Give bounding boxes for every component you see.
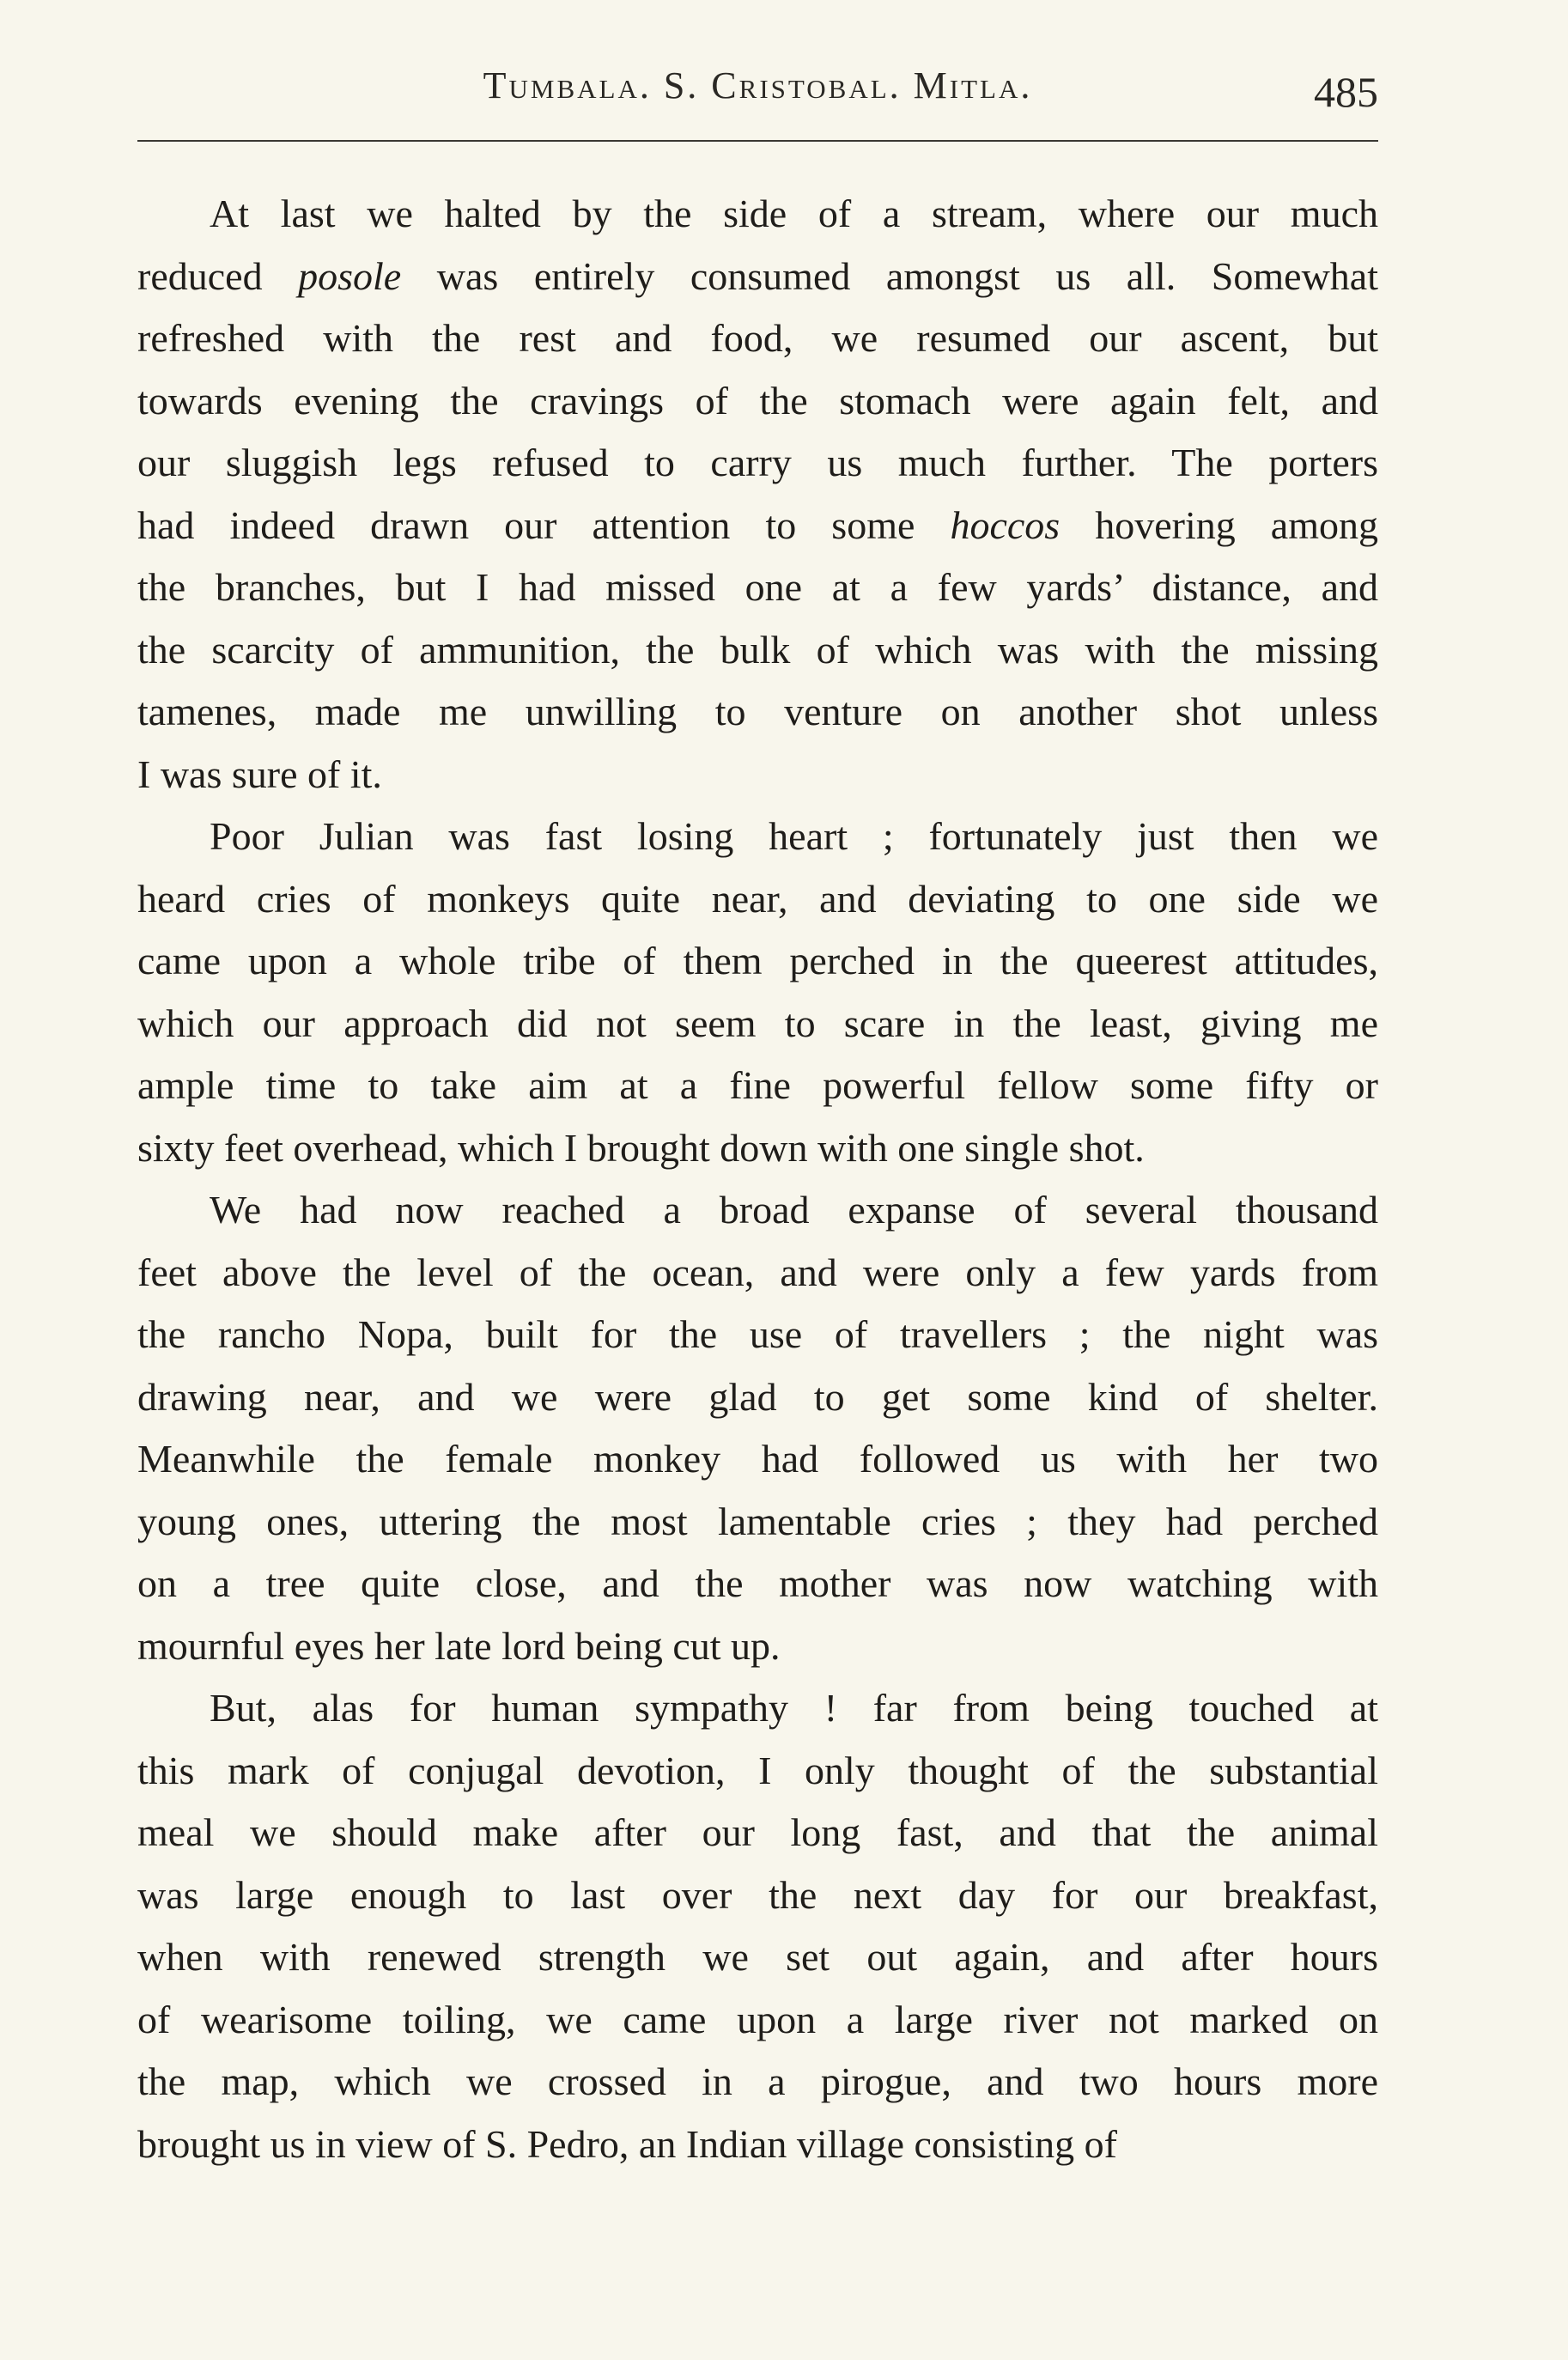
italic-term: posole: [298, 253, 402, 298]
text-line: brought us in view of S. Pedro, an Indian village consisting of: [137, 2121, 1117, 2166]
text-line: [137, 246, 1378, 308]
text-line: feet above the level of the ocean, and were only a few yards from: [137, 1250, 1378, 1294]
text-line: on a tree quite close, and the mother was now watching with: [137, 1561, 1378, 1605]
text-line: the scarcity of ammunition, the bulk of which was with the missing: [137, 627, 1378, 672]
text-line: our sluggish legs refused to carry us much further. The porters: [137, 441, 1378, 484]
text-line: came upon a whole tribe of them perched in the queerest attitudes,: [137, 939, 1378, 982]
text-line: young ones, uttering the most lamentable cries ; they had perched: [137, 1499, 1378, 1543]
text-line: this mark of conjugal devotion, I only thought of the substantial: [137, 1748, 1378, 1792]
text-line: the branches, but I had missed one at a few yards’ distance, and: [137, 565, 1378, 609]
text-line: We had now reached a broad expanse of several thousand: [210, 1188, 1378, 1232]
italic-term: hoccos: [950, 502, 1061, 547]
text-line: tamenes, made me unwilling to venture on another shot unless: [137, 690, 1378, 733]
line-text: had indeed drawn our attention to some: [137, 502, 951, 547]
text-line: drawing near, and we were glad to get some kind of shelter.: [137, 1374, 1378, 1419]
text-line: the rancho Nopa, built for the use of travellers ; the night was: [137, 1312, 1378, 1356]
text-line: [137, 495, 1378, 557]
text-line: But, alas for human sympathy ! far from being touched at: [210, 1686, 1378, 1730]
text-line: refreshed with the rest and food, we resumed our ascent, but: [137, 316, 1378, 360]
text-line: heard cries of monkeys quite near, and deviating to one side we: [137, 876, 1378, 921]
running-head: [137, 53, 1378, 122]
text-line: of wearisome toiling, we came upon a large river not marked on: [137, 1997, 1378, 2041]
text-line: which our approach did not seem to scare in the least, giving me: [137, 1001, 1378, 1045]
paragraph: [137, 1179, 1378, 1677]
text-line: was large enough to last over the next day for our breakfast,: [137, 1872, 1378, 1917]
running-title: Tumbala. S. Cristobal. Mitla.: [483, 64, 1033, 106]
text-line: ample time to take aim at a fine powerful fellow some fifty or: [137, 1063, 1378, 1107]
text-line: meal we should make after our long fast, and that the animal: [137, 1810, 1378, 1854]
header-rule: [137, 140, 1378, 142]
text-line: towards evening the cravings of the stomach were again felt, and: [137, 378, 1378, 423]
text-line: sixty feet overhead, which I brought down with one single shot.: [137, 1125, 1145, 1170]
line-text: was entirely consumed amongst us all. Somewhat: [401, 253, 1378, 298]
text-line: when with renewed strength we set out again, and after hours: [137, 1935, 1378, 1979]
line-text: hovering among: [1060, 502, 1378, 547]
paragraph: [137, 183, 1378, 806]
text-line: Poor Julian was fast losing heart ; fortunately just then we: [210, 814, 1378, 858]
paragraph: [137, 806, 1378, 1179]
paragraph: [137, 1677, 1378, 2175]
page-number: 485: [1314, 68, 1378, 116]
text-line: mournful eyes her late lord being cut up.: [137, 1623, 781, 1668]
text-line: Meanwhile the female monkey had followed us with her two: [137, 1437, 1378, 1481]
text-line: At last we halted by the side of a stream, where our much: [210, 192, 1378, 235]
text-line: I was sure of it.: [137, 751, 382, 796]
body-text: [137, 183, 1378, 2175]
text-line: the map, which we crossed in a pirogue, and two hours more: [137, 2059, 1378, 2103]
line-text: reduced: [137, 253, 299, 298]
